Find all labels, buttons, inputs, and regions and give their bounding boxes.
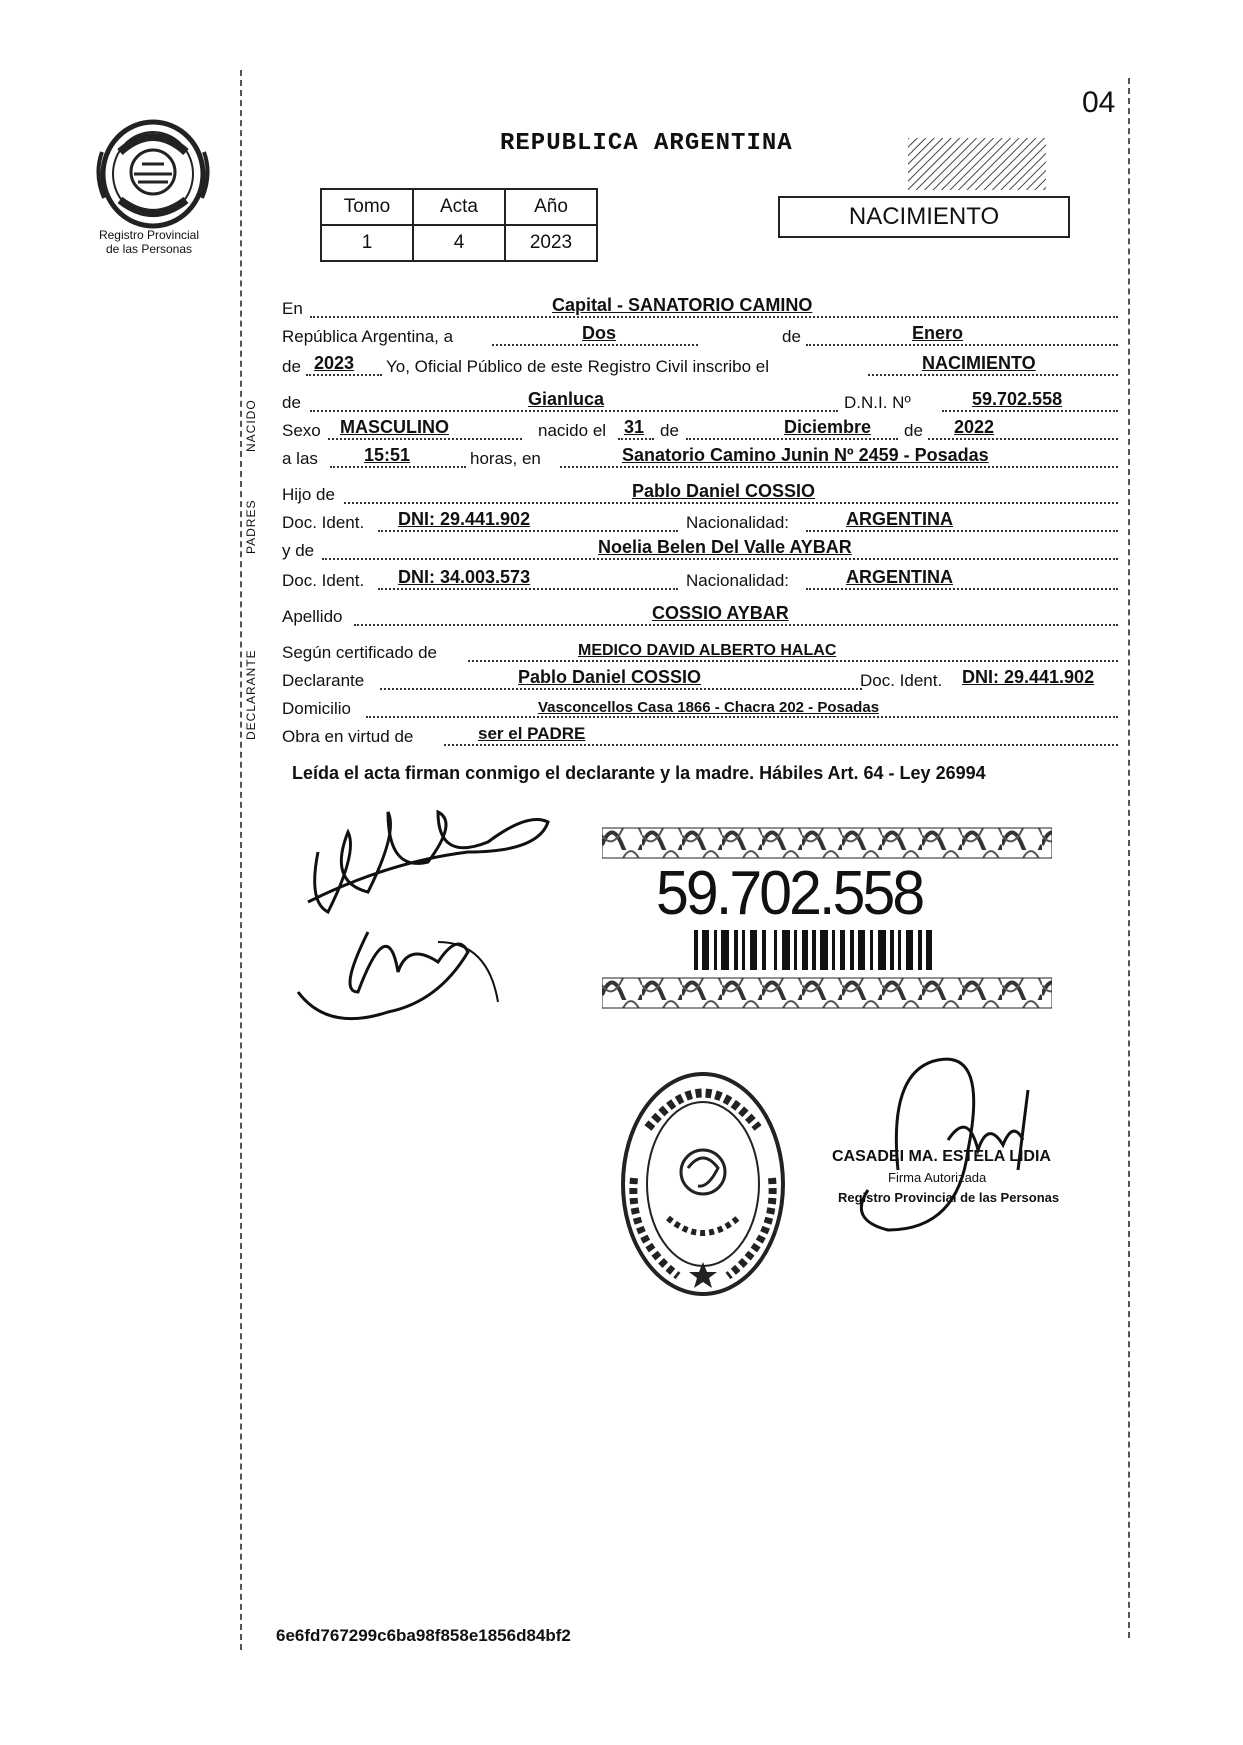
place-value: Sanatorio Camino Junin Nº 2459 - Posadas xyxy=(622,445,989,465)
form-line-obra xyxy=(282,722,1118,750)
form-line-mother xyxy=(282,536,1118,564)
hour-value: 15:51 xyxy=(364,445,411,465)
declarante-section-label: DECLARANTE xyxy=(244,649,258,740)
sexo-value: MASCULINO xyxy=(340,417,449,437)
docident3-label: Doc. Ident. xyxy=(860,671,943,690)
en-value: Capital - SANATORIO CAMINO xyxy=(552,295,813,315)
de3-label: de xyxy=(282,393,301,412)
hijo-label: Hijo de xyxy=(282,485,335,504)
anio-value: 2023 xyxy=(505,225,597,261)
declarante-label: Declarante xyxy=(282,671,365,690)
segun-label: Según certificado de xyxy=(282,643,437,662)
yo-text: Yo, Oficial Público de este Registro Civil inscribo el xyxy=(386,357,769,376)
rep-label: República Argentina, a xyxy=(282,327,454,346)
acta-value: 4 xyxy=(413,225,505,261)
padres-section-label: PADRES xyxy=(244,499,258,554)
sexo-label: Sexo xyxy=(282,421,321,440)
registry-name-line2: de las Personas xyxy=(105,242,193,256)
form-line-surname xyxy=(282,602,1118,630)
nacionalidad2-label: Nacionalidad: xyxy=(686,571,790,590)
country-title: REPUBLICA ARGENTINA xyxy=(500,130,793,157)
month-value: Enero xyxy=(912,323,964,343)
form-line-father xyxy=(282,480,1118,508)
form-line-inscribe xyxy=(282,352,1118,380)
security-stamp-icon xyxy=(908,138,1046,190)
day-value: Dos xyxy=(582,323,617,343)
father-value: Pablo Daniel COSSIO xyxy=(632,481,816,501)
form-line-declarant xyxy=(282,666,1118,694)
page-number: 04 xyxy=(1082,86,1116,119)
obra-value: ser el PADRE xyxy=(478,724,586,743)
acta-header: Acta xyxy=(413,189,505,225)
legal-note: Leída el acta firman conmigo el declarante y la madre. Hábiles Art. 64 - Ley 26994 xyxy=(292,763,986,783)
form-line-name xyxy=(282,388,1118,416)
dni-label: D.N.I. Nº xyxy=(844,393,911,412)
round-stamp-icon xyxy=(618,1068,788,1300)
signature-declarant-icon xyxy=(288,792,568,1042)
de-label: de xyxy=(782,327,801,346)
form-line-address xyxy=(282,694,1118,722)
surname-value: COSSIO AYBAR xyxy=(652,603,789,623)
de5-label: de xyxy=(904,421,923,440)
mother-value: Noelia Belen Del Valle AYBAR xyxy=(598,537,852,557)
form-line-en xyxy=(282,294,1118,322)
alas-label: a las xyxy=(282,449,318,468)
obra-label: Obra en virtud de xyxy=(282,727,414,746)
de4-label: de xyxy=(660,421,679,440)
official-registry: Registro Provincial de las Personas xyxy=(838,1190,1060,1205)
tomo-header: Tomo xyxy=(321,189,413,225)
mother-nat: ARGENTINA xyxy=(846,567,953,587)
dni-value: 59.702.558 xyxy=(972,389,1063,409)
dni-sticker-number: 59.702.558 xyxy=(656,859,923,928)
tomo-value: 1 xyxy=(321,225,413,261)
birth-month: Diciembre xyxy=(784,417,872,437)
provincial-seal-icon xyxy=(94,112,212,234)
form-line-date xyxy=(282,322,1118,350)
declarant-value: Pablo Daniel COSSIO xyxy=(518,667,702,687)
en-label: En xyxy=(282,299,303,318)
nacido-label: nacido el xyxy=(538,421,607,440)
form-line-sexo xyxy=(282,416,1118,444)
apellido-label: Apellido xyxy=(282,607,343,626)
year-value: 2023 xyxy=(314,353,355,373)
name-value: Gianluca xyxy=(528,389,605,409)
cert-value: MEDICO DAVID ALBERTO HALAC xyxy=(578,642,837,659)
address-value: Vasconcellos Casa 1866 - Chacra 202 - Posadas xyxy=(538,699,880,716)
father-doc: DNI: 29.441.902 xyxy=(398,509,531,529)
horas-label: horas, en xyxy=(470,449,541,468)
form-line-father-doc xyxy=(282,508,1118,536)
official-role: Firma Autorizada xyxy=(888,1170,987,1185)
form-line-mother-doc xyxy=(282,566,1118,594)
inscribe-value: NACIMIENTO xyxy=(922,353,1036,373)
mother-doc: DNI: 34.003.573 xyxy=(398,567,531,587)
father-nat: ARGENTINA xyxy=(846,509,953,529)
birth-day: 31 xyxy=(624,417,645,437)
record-type-box: NACIMIENTO xyxy=(778,196,1070,238)
form-line-cert xyxy=(282,638,1118,666)
anio-header: Año xyxy=(505,189,597,225)
record-table xyxy=(320,188,598,262)
yde-label: y de xyxy=(282,541,315,560)
nacido-section-label: NACIDO xyxy=(244,399,258,452)
domicilio-label: Domicilio xyxy=(282,699,351,718)
de2-label: de xyxy=(282,357,301,376)
registry-name xyxy=(74,228,224,256)
docident-label: Doc. Ident. xyxy=(282,513,365,532)
official-name: CASADEI MA. ESTELA LIDIA xyxy=(832,1148,1051,1165)
registry-name-line1: Registro Provincial xyxy=(98,228,200,242)
left-margin-mark xyxy=(240,70,242,1650)
form-line-hour xyxy=(282,444,1118,472)
declarant-doc: DNI: 29.441.902 xyxy=(962,667,1095,687)
docident2-label: Doc. Ident. xyxy=(282,571,365,590)
nacionalidad-label: Nacionalidad: xyxy=(686,513,790,532)
right-margin-mark xyxy=(1128,78,1130,1638)
document-hash: 6e6fd767299c6ba98f858e1856d84bf2 xyxy=(276,1626,571,1645)
birth-year: 2022 xyxy=(954,417,995,437)
